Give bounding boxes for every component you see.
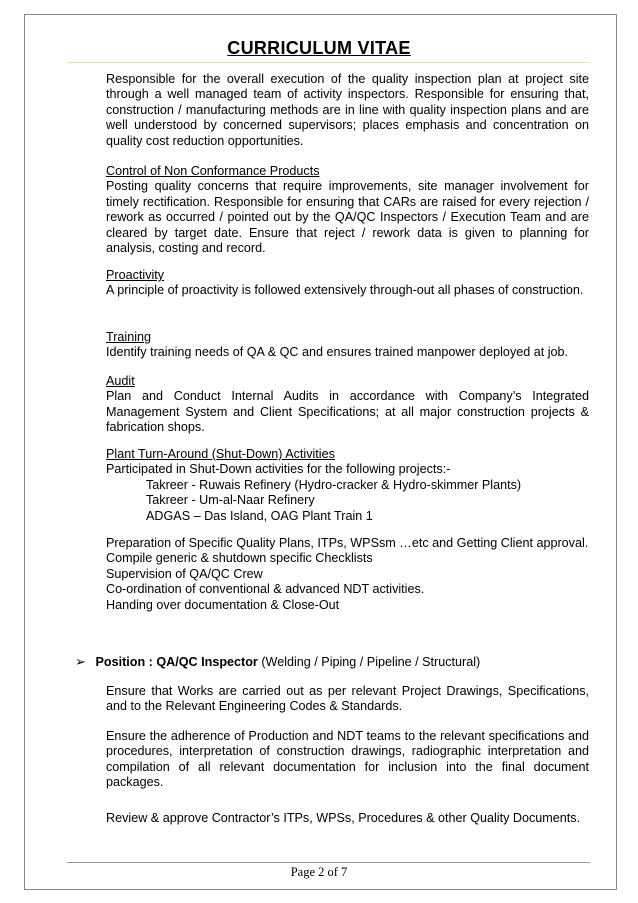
audit-text: Plan and Conduct Internal Audits in accordance with Company’s Integrated Management System and Client Specifications; at all major construction projects & fabrication shops.: [106, 389, 589, 435]
document-title: CURRICULUM VITAE: [227, 38, 411, 58]
proactivity-heading: Proactivity: [106, 268, 165, 282]
ncp-text: Posting quality concerns that require improvements, site manager involvement for timely rectification. Responsible for ensuring that CARs are raised for every rejection / rework as occurred / pointed out by the QA/QC Inspectors / Execution Team and are cleared by target date. Ensure that reject / rework data is given to planning for analysis, costing and record.: [106, 179, 589, 256]
preparation-line: Co-ordination of conventional & advanced NDT activities.: [106, 582, 425, 597]
footer-rule: [67, 862, 590, 863]
ncp-section: [106, 164, 589, 256]
shutdown-intro: Participated in Shut-Down activities for the following projects:-: [106, 462, 451, 477]
preparation-line: Handing over documentation & Close-Out: [106, 597, 340, 612]
training-heading: Training: [106, 330, 152, 344]
preparation-text: Preparation of Specific Quality Plans, ITPs, WPSsm …etc and Getting Client approval.: [106, 536, 589, 550]
title-rule: [67, 62, 590, 63]
shutdown-project: Takreer - Ruwais Refinery (Hydro-cracker & Hydro-skimmer Plants): [146, 477, 522, 492]
training-text: Identify training needs of QA & QC and ensures trained manpower deployed at job.: [106, 345, 569, 360]
preparation-line: Compile generic & shutdown specific Checklists: [106, 551, 373, 566]
position-label: Position :: [95, 655, 153, 669]
position-line: [75, 654, 615, 670]
preparation-line: Supervision of QA/QC Crew: [106, 566, 263, 581]
page-number: Page 2 of 7: [290, 865, 348, 879]
duty-paragraph: Ensure the adherence of Production and NDT teams to the relevant specifications and procedures, interpretation of construction drawings, radiographic interpretation and compilation of all relevant documentation for inclusion into the final document packages.: [106, 729, 589, 790]
shutdown-heading: Plant Turn-Around (Shut-Down) Activities: [106, 447, 335, 461]
responsibility-paragraph: Responsible for the overall execution of the quality inspection plan at project site through a well managed team of activity inspectors. Responsible for ensuring that, construction / manufacturing methods are in line with quality inspection plans and are well understood by concerned supervisors; places emphasis and concentration on quality cost reduction opportunities.: [106, 72, 589, 148]
audit-heading: Audit: [106, 374, 135, 388]
shutdown-section: [106, 447, 589, 524]
position-scope: (Welding / Piping / Pipeline / Structural): [261, 655, 481, 669]
proactivity-text: A principle of proactivity is followed extensively through-out all phases of construction.: [106, 283, 584, 298]
proactivity-section: [106, 268, 589, 299]
position-role: QA/QC Inspector: [156, 655, 258, 669]
ncp-heading: Control of Non Conformance Products: [106, 164, 320, 178]
arrow-bullet-icon: ➢: [75, 654, 86, 669]
duty-paragraph: Review & approve Contractor’s ITPs, WPSs, Procedures & other Quality Documents.: [106, 811, 581, 825]
training-section: [106, 330, 589, 361]
audit-section: [106, 374, 589, 436]
preparation-section: [106, 536, 589, 613]
shutdown-project: ADGAS – Das Island, OAG Plant Train 1: [146, 508, 373, 523]
duty-paragraph: Ensure that Works are carried out as per relevant Project Drawings, Specifications, and to the Relevant Engineering Codes & Standards.: [106, 684, 589, 714]
shutdown-project: Takreer - Um-al-Naar Refinery: [146, 493, 315, 508]
